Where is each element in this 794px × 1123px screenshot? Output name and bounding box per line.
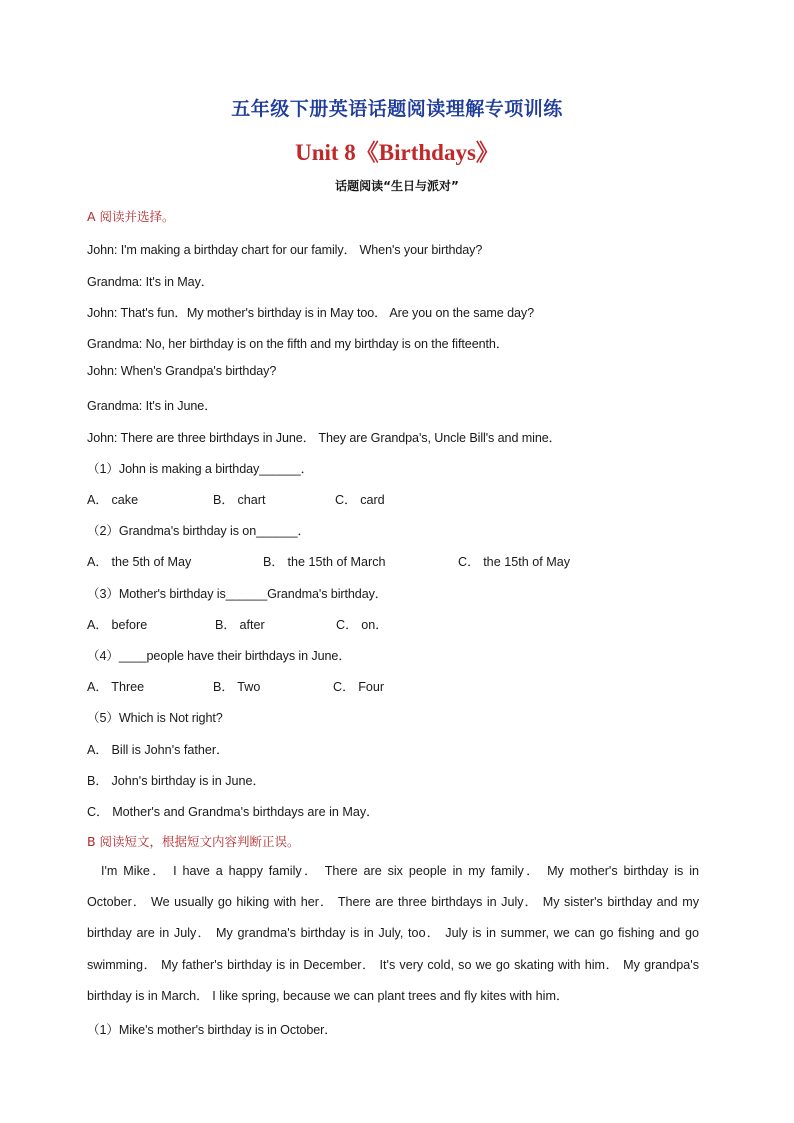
dialogue-line: Grandma: It's in May． — [87, 275, 214, 289]
reading-passage: I'm Mike． I have a happy family． There are six people in my family． My mother's birthday is in October． We usually go hiking with her． There are three birthdays in July． My sister's birthday and my birthday are in July． My grandma's birthday is in July, too． July is in summer, we can go fishing and go swimming． My father's birthday is in December． It's very cold, so we go skating with him． My grandpa's birthday is in March． I like spring, because we can plant trees and fly kites with him． — [87, 864, 699, 1003]
option-b: B． after — [215, 618, 265, 632]
option-c: C． the 15th of May — [458, 555, 570, 569]
option-a: A． before — [87, 618, 148, 632]
option-a: A． Bill is John's father． — [87, 743, 229, 757]
option-b: B． chart — [213, 493, 266, 507]
dialogue-line: John: There are three birthdays in June． They are Grandpa's, Uncle Bill's and mine． — [87, 431, 562, 445]
option-b: B． Two — [213, 680, 261, 694]
question-stem: （1）John is making a birthday______． — [87, 462, 314, 476]
option-c: C． card — [335, 493, 385, 507]
option-a: A． Three — [87, 680, 145, 694]
section-a-heading: A 阅读并选择。 — [87, 209, 175, 224]
worksheet-title: 五年级下册英语话题阅读理解专项训练 — [231, 98, 563, 120]
option-b: B． the 15th of March — [263, 555, 386, 569]
unit-title: Unit 8《Birthdays》 — [295, 140, 499, 165]
option-c: C． on． — [336, 618, 388, 632]
question-stem: （3）Mother's birthday is______Grandma's birthday． — [87, 587, 388, 601]
question-stem: （4）____people have their birthdays in June． — [87, 649, 351, 663]
section-b-heading: B 阅读短文，根据短文内容判断正误。 — [87, 834, 300, 849]
option-c: C． Mother's and Grandma's birthdays are in May． — [87, 805, 379, 819]
question-stem: （2）Grandma's birthday is on______． — [87, 524, 311, 538]
option-b: B． John's birthday is in June． — [87, 774, 266, 788]
topic-subtitle: 话题阅读“生日与派对” — [335, 179, 459, 193]
dialogue-line: John: When's Grandpa's birthday? — [87, 364, 277, 378]
option-c: C． Four — [333, 680, 385, 694]
option-a: A． the 5th of May — [87, 555, 192, 569]
true-false-statement: （1）Mike's mother's birthday is in October． — [87, 1023, 337, 1037]
dialogue-line: John: That's fun．My mother's birthday is in May too． Are you on the same day? — [87, 306, 534, 320]
dialogue-line: Grandma: It's in June． — [87, 399, 217, 413]
question-stem: （5）Which is Not right? — [87, 711, 223, 725]
dialogue-line: John: I'm making a birthday chart for our family． When's your birthday? — [87, 243, 483, 257]
dialogue-line: Grandma: No, her birthday is on the fifth and my birthday is on the fifteenth． — [87, 337, 509, 351]
option-a: A． cake — [87, 493, 139, 507]
